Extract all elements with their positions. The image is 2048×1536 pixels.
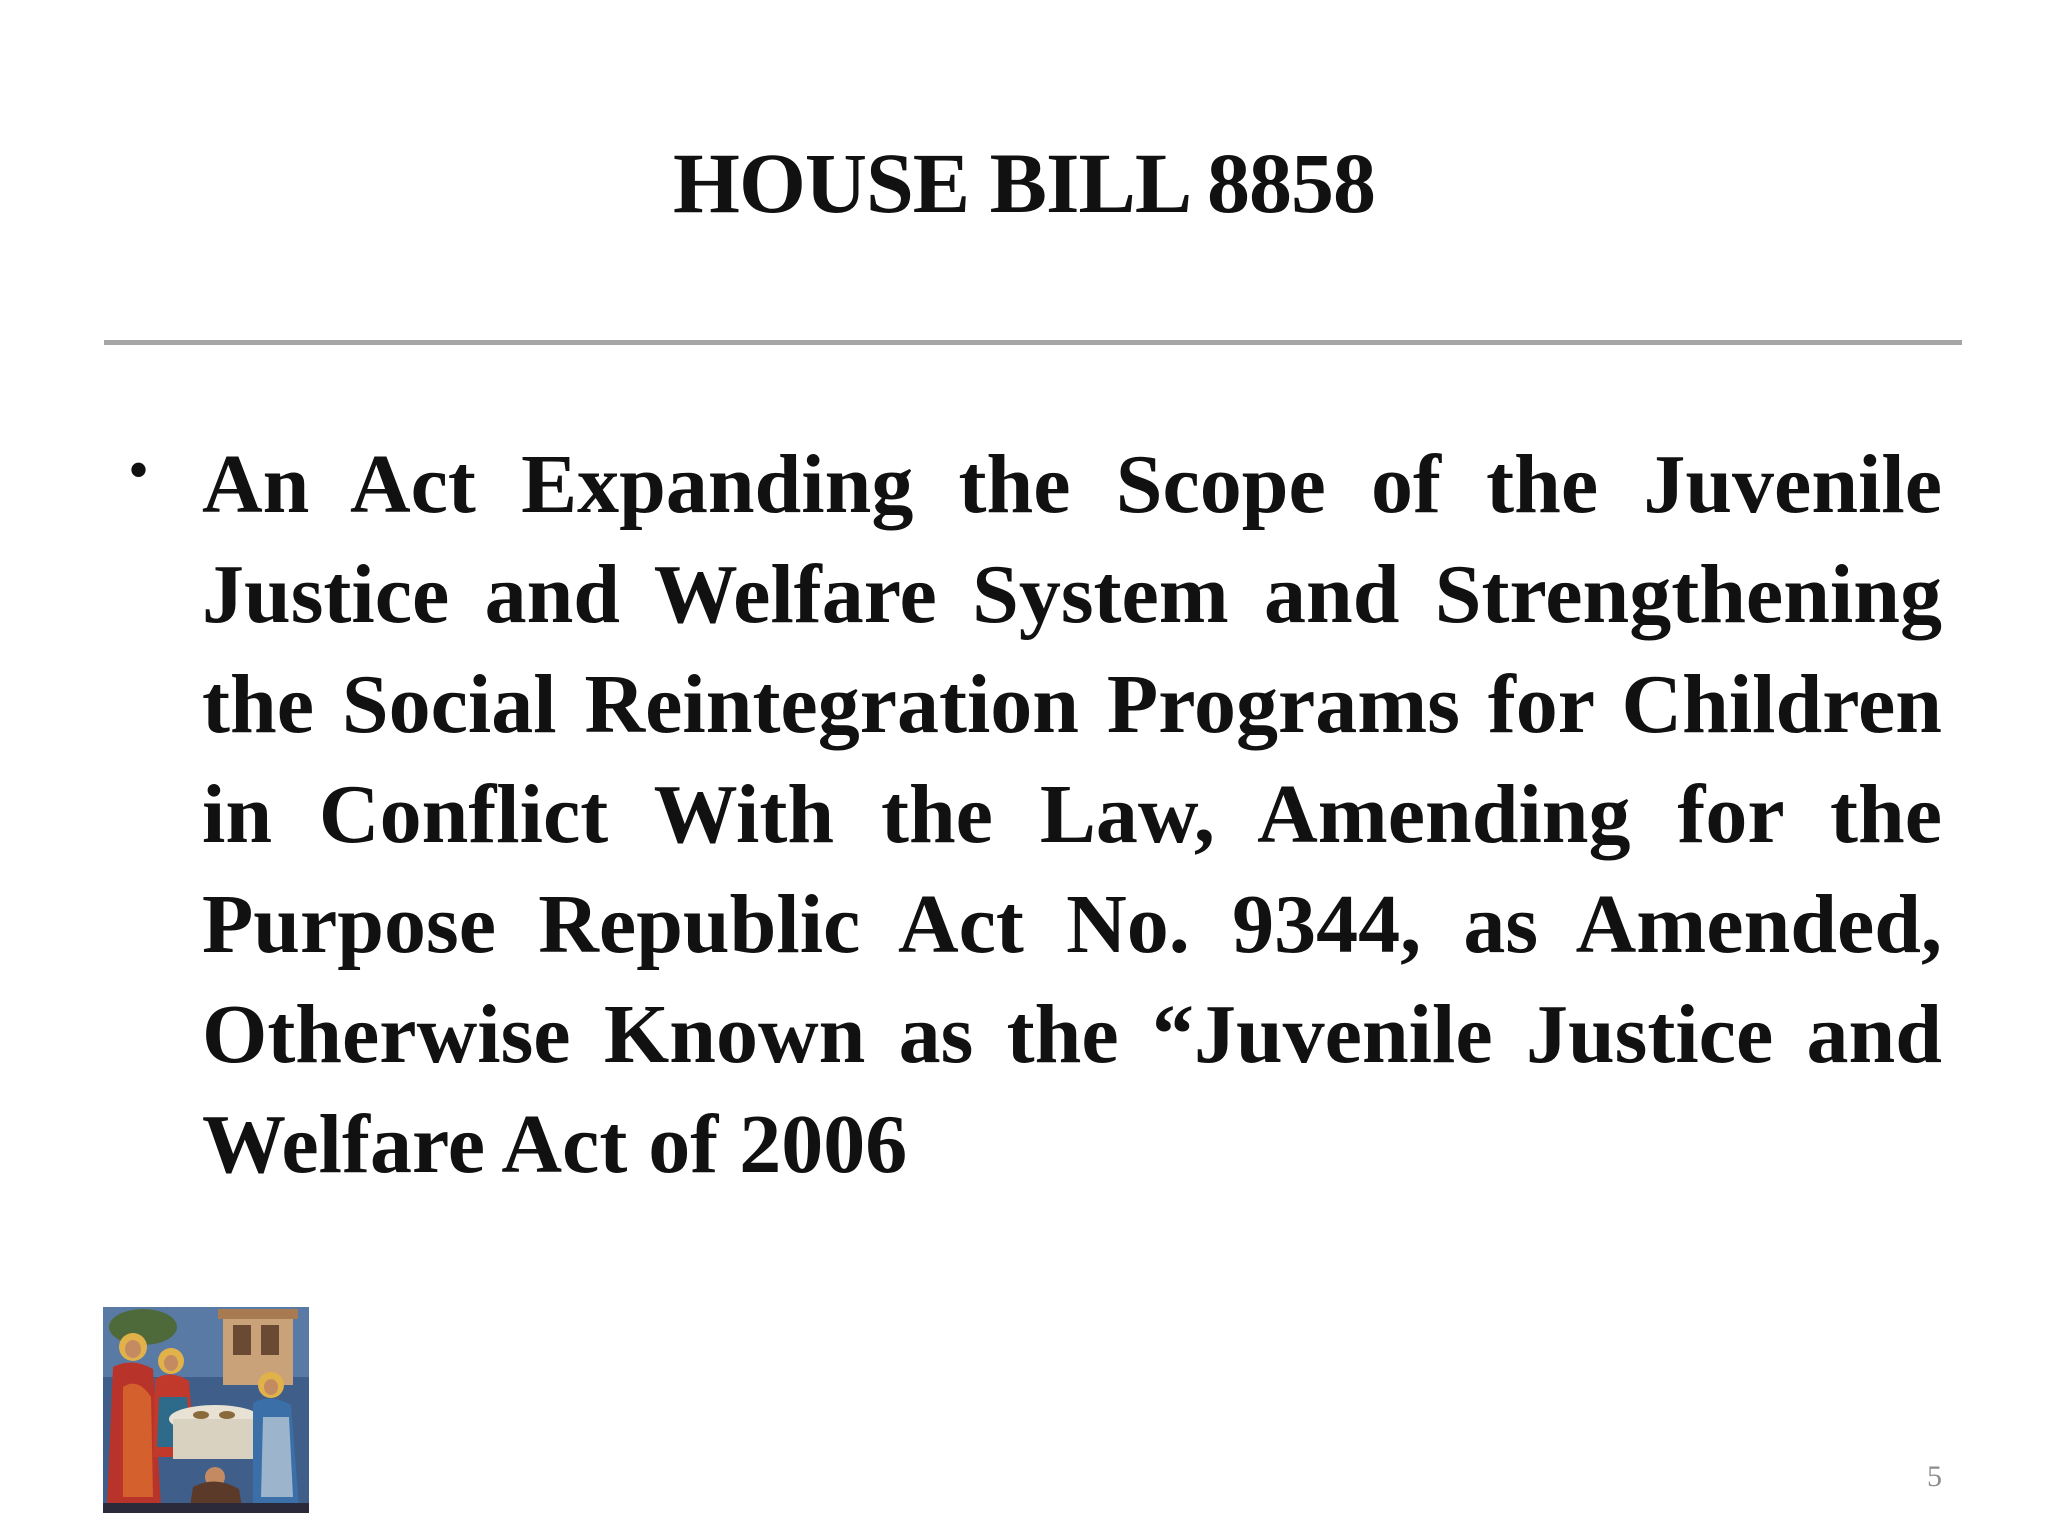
bullet-list xyxy=(120,430,1942,1200)
slide-title: HOUSE BILL 8858 xyxy=(673,135,1375,231)
slide-number: 5 xyxy=(1927,1460,1942,1493)
religious-icon-painting xyxy=(103,1307,309,1513)
bullet-text: An Act Expanding the Scope of the Juvenile Justice and Welfare System and Strengthening the Social Reintegration Programs for Children in Conflict With the Law, Amending for the Purpose Republic Act No. 9344, as Amended, Otherwise Known as the “Juvenile Justice and Welfare Act of 2006 xyxy=(202,438,1942,1191)
bullet-icon: • xyxy=(128,437,150,503)
title-divider xyxy=(104,340,1962,345)
